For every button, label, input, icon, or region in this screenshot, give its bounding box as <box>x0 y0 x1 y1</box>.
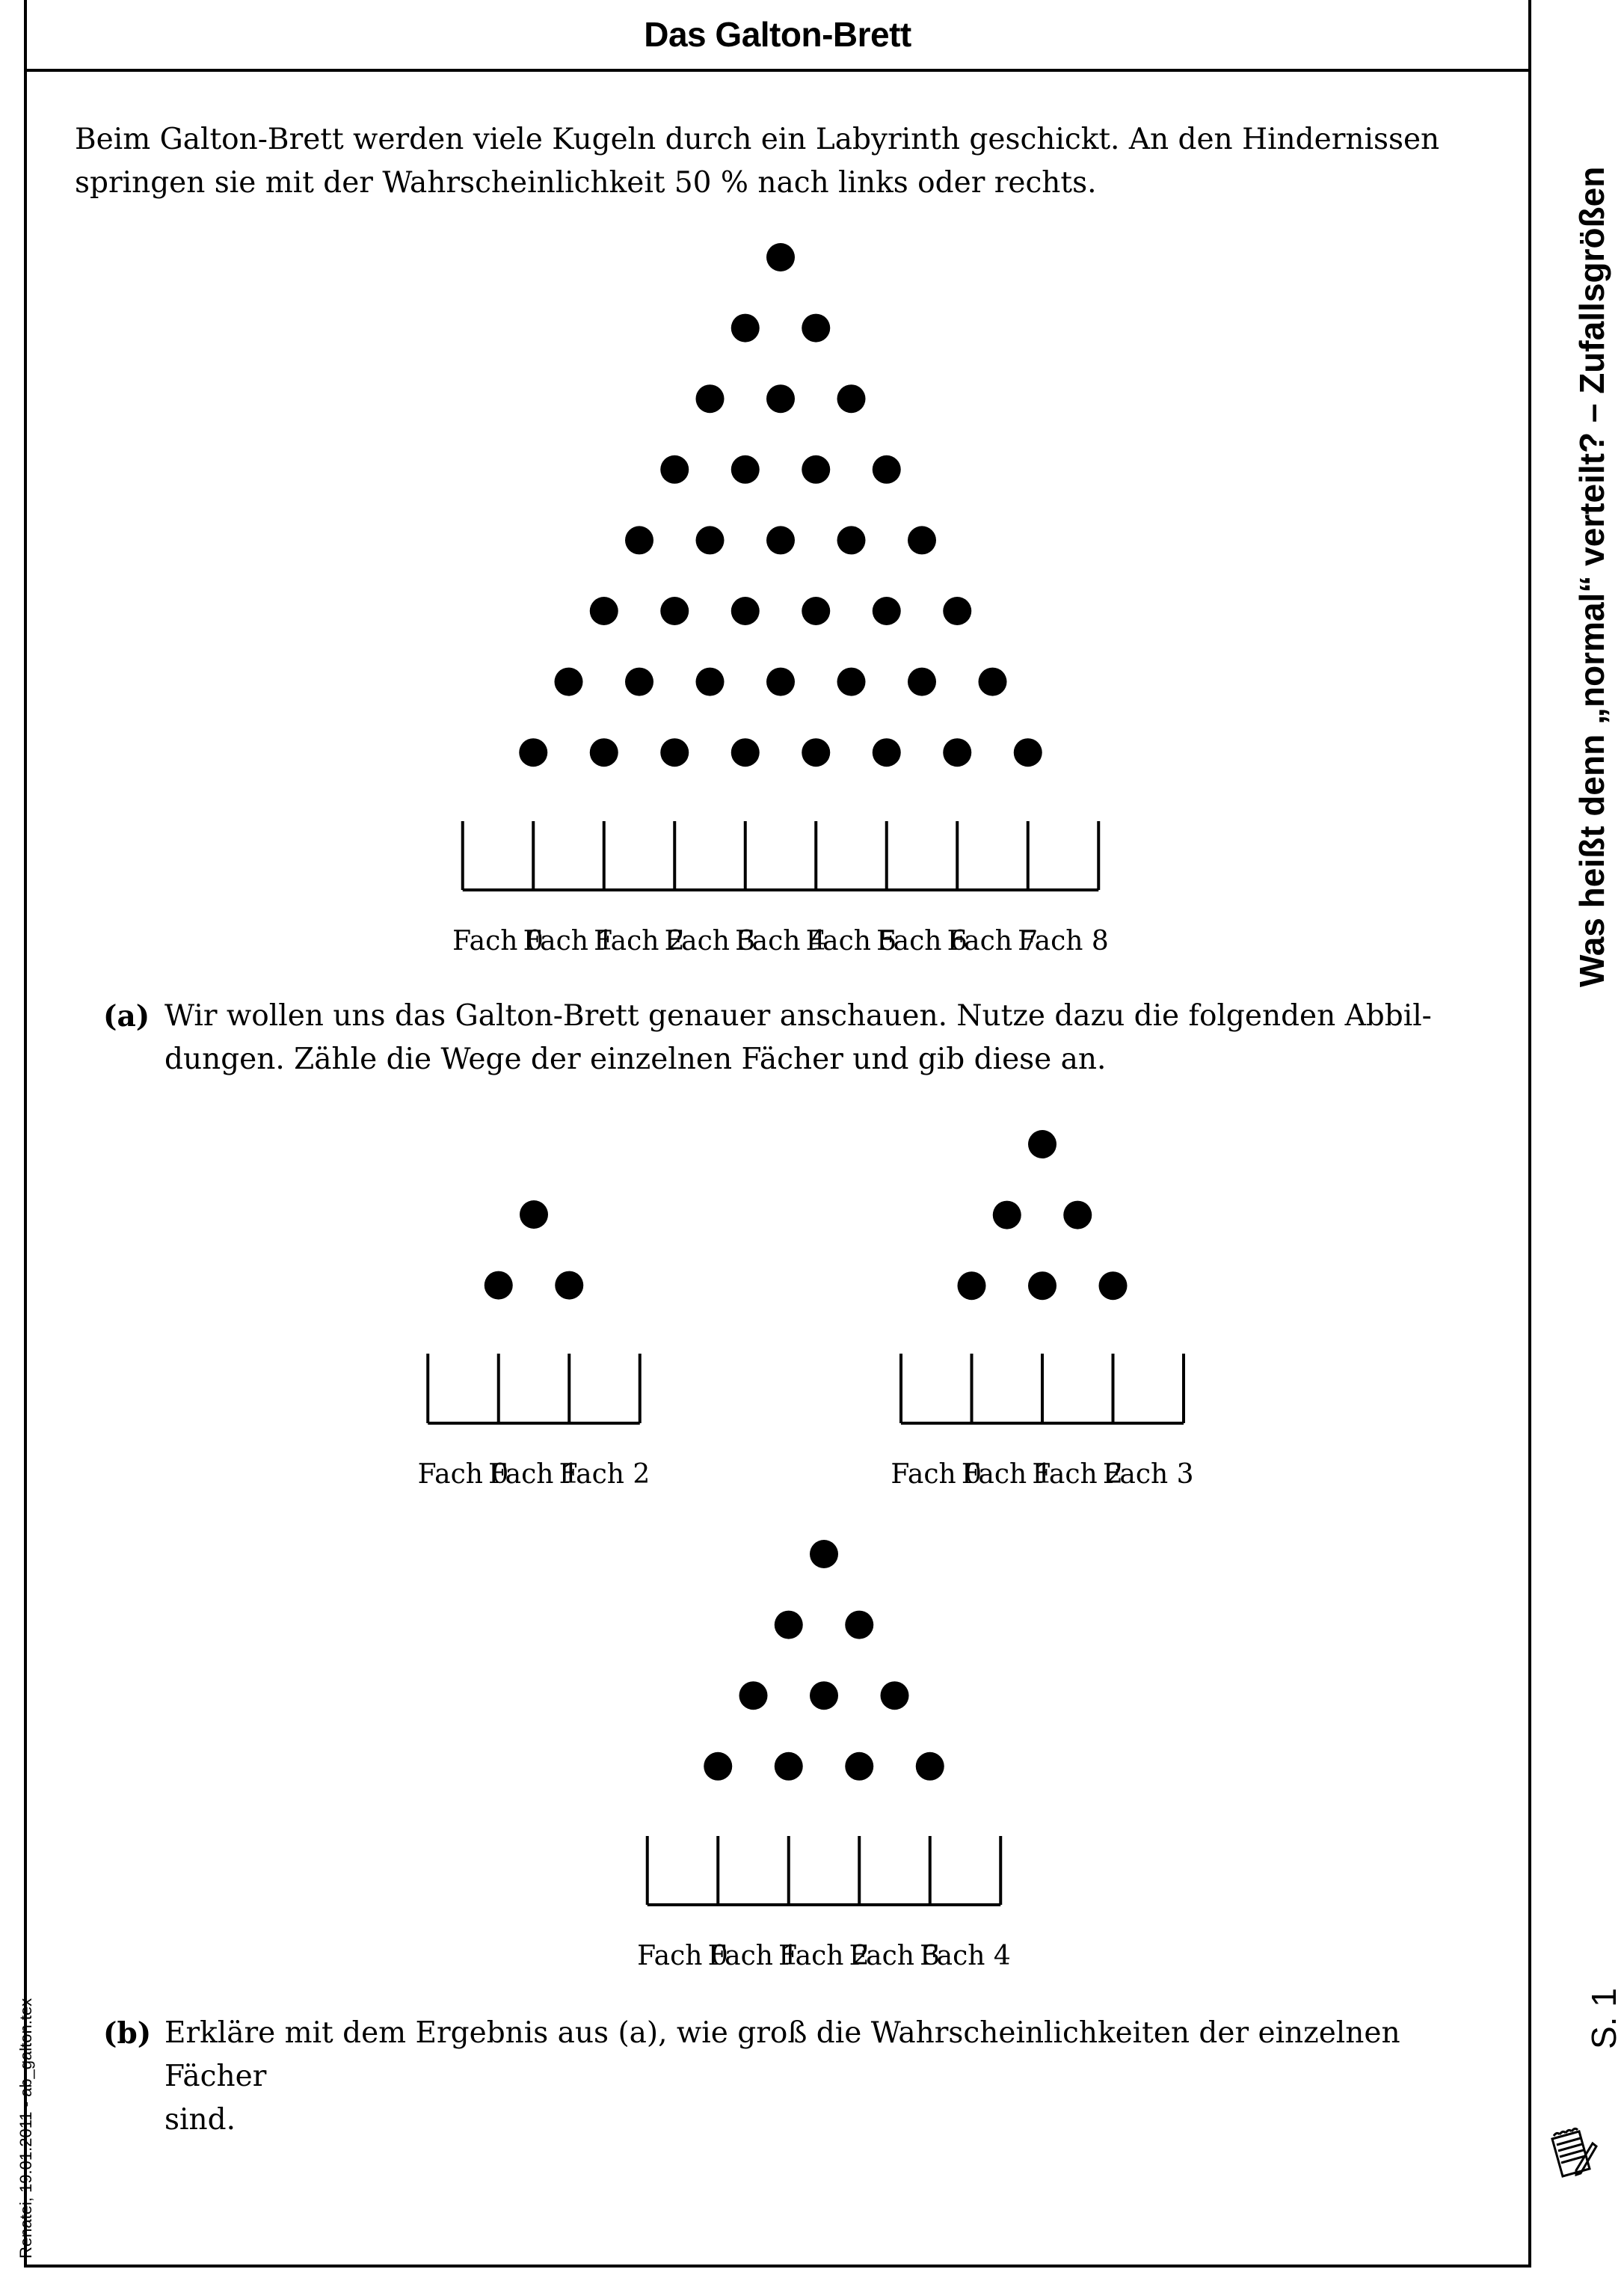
board-four-rows-bin-label: Fach 2 <box>778 1941 870 1971</box>
page-number: S. 1 <box>1584 1988 1623 2049</box>
main-board-bin-label: Fach 8 <box>1018 926 1109 957</box>
task-b-label: (b) <box>103 2016 152 2051</box>
task-b-line-1: Erkläre mit dem Ergebnis aus (a), wie groß die Wahrscheinlichkeiten der einzelnen Fächer <box>164 2016 1400 2093</box>
side-title: Was heißt denn „normal“ verteilt? – Zufallsgrößen <box>1572 166 1611 987</box>
main-board-peg <box>802 597 830 625</box>
main-board-peg <box>731 314 760 343</box>
task-a-label: (a) <box>103 999 150 1034</box>
main-board <box>452 243 1109 957</box>
board-four-rows-peg <box>775 1752 803 1781</box>
main-board-bin-label: Fach 2 <box>594 926 685 957</box>
main-board-peg <box>766 243 795 271</box>
main-board-peg <box>625 526 653 554</box>
board-four-rows-peg <box>916 1752 944 1781</box>
main-board-peg <box>731 738 760 767</box>
main-board-peg <box>555 668 583 696</box>
board-two-rows <box>418 1200 650 1490</box>
board-four-rows-peg <box>810 1540 838 1568</box>
main-board-bin-label: Fach 4 <box>735 926 826 957</box>
main-board-peg <box>696 668 725 696</box>
intro-line-1: Beim Galton-Brett werden viele Kugeln durch ein Labyrinth geschickt. An den Hindernissen <box>75 123 1440 156</box>
board-two-rows-bin-label: Fach 2 <box>559 1459 650 1490</box>
main-board-peg <box>837 668 866 696</box>
main-board-peg <box>696 384 725 413</box>
board-three-rows-bin-label: Fach 1 <box>961 1459 1053 1490</box>
board-three-rows <box>891 1130 1193 1490</box>
main-board-peg <box>766 526 795 554</box>
board-four-rows-bin-label: Fach 1 <box>707 1941 799 1971</box>
main-board-peg <box>1014 738 1042 767</box>
main-board-peg <box>802 455 830 484</box>
main-board-bin-label: Fach 1 <box>523 926 615 957</box>
main-board-bin-label: Fach 5 <box>805 926 897 957</box>
main-board-peg <box>660 597 689 625</box>
main-board-peg <box>731 597 760 625</box>
main-board-peg <box>731 455 760 484</box>
main-board-peg <box>837 384 866 413</box>
main-board-bin-label: Fach 6 <box>876 926 968 957</box>
main-board-peg <box>943 597 971 625</box>
main-board-peg <box>766 668 795 696</box>
main-board-peg <box>660 455 689 484</box>
main-board-peg <box>766 384 795 413</box>
board-two-rows-peg <box>520 1200 548 1229</box>
main-board-peg <box>802 738 830 767</box>
board-four-rows-peg <box>845 1752 873 1781</box>
board-three-rows-peg <box>1028 1271 1056 1300</box>
footer-filename: Renatei, 19.01.2011 - ab_galton.tex <box>16 1998 35 2259</box>
main-board-peg <box>908 668 936 696</box>
board-two-rows-bin-label: Fach 0 <box>417 1459 509 1490</box>
board-four-rows-peg <box>845 1611 873 1639</box>
main-board-bin-label: Fach 7 <box>947 926 1039 957</box>
board-four-rows <box>637 1540 1011 1971</box>
notepad-pen-icon <box>1546 2125 1599 2184</box>
main-board-peg <box>625 668 653 696</box>
main-board-peg <box>519 738 547 767</box>
task-b-line-2: sind. <box>164 2103 236 2137</box>
main-board-peg <box>873 738 901 767</box>
page-title: Das Galton-Brett <box>644 15 911 54</box>
main-board-peg <box>802 314 830 343</box>
board-four-rows-bin-label: Fach 0 <box>637 1941 728 1971</box>
board-three-rows-bin-label: Fach 3 <box>1102 1459 1194 1490</box>
intro-line-2: springen sie mit der Wahrscheinlichkeit 50 % nach links oder rechts. <box>75 166 1097 200</box>
board-four-rows-peg <box>704 1752 732 1781</box>
board-four-rows-peg <box>739 1681 768 1710</box>
board-four-rows-peg <box>775 1611 803 1639</box>
board-four-rows-peg <box>881 1681 909 1710</box>
task-a-line-1: Wir wollen uns das Galton-Brett genauer anschauen. Nutze dazu die folgenden Abbil- <box>164 999 1432 1033</box>
board-four-rows-bin-label: Fach 4 <box>920 1941 1011 1971</box>
board-four-rows-bin-label: Fach 3 <box>849 1941 941 1971</box>
main-board-peg <box>908 526 936 554</box>
board-two-rows-peg <box>485 1271 513 1300</box>
main-board-bin-label: Fach 0 <box>452 926 544 957</box>
board-three-rows-peg <box>1028 1130 1056 1158</box>
main-board-peg <box>696 526 725 554</box>
main-board-peg <box>943 738 971 767</box>
board-three-rows-peg <box>993 1201 1021 1229</box>
board-three-rows-peg <box>1063 1201 1092 1229</box>
main-board-peg <box>837 526 866 554</box>
main-board-peg <box>873 455 901 484</box>
board-three-rows-bin-label: Fach 2 <box>1032 1459 1124 1490</box>
main-board-peg <box>660 738 689 767</box>
board-three-rows-bin-label: Fach 0 <box>891 1459 982 1490</box>
main-board-peg <box>590 597 618 625</box>
main-board-bin-label: Fach 3 <box>664 926 756 957</box>
main-board-peg <box>979 668 1007 696</box>
board-four-rows-peg <box>810 1681 838 1710</box>
board-three-rows-peg <box>1099 1271 1128 1300</box>
main-board-peg <box>873 597 901 625</box>
main-board-peg <box>590 738 618 767</box>
board-two-rows-peg <box>555 1271 583 1300</box>
board-three-rows-peg <box>958 1271 986 1300</box>
task-a-line-2: dungen. Zähle die Wege der einzelnen Fächer und gib diese an. <box>164 1043 1107 1076</box>
board-two-rows-bin-label: Fach 1 <box>488 1459 579 1490</box>
